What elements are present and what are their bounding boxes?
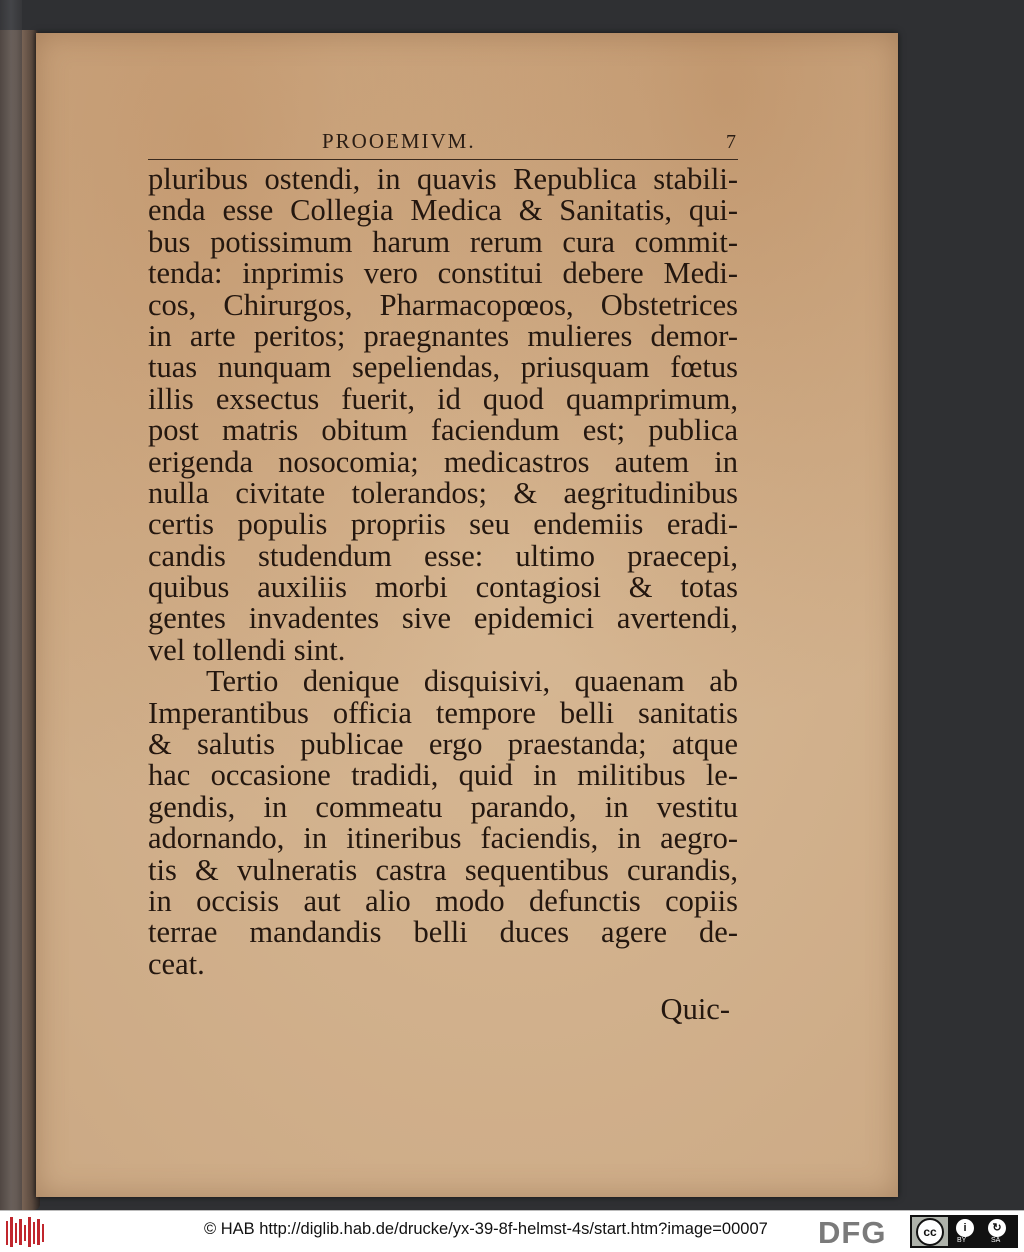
text-line: terrae mandandis belli duces agere de- bbox=[148, 915, 738, 950]
source-link[interactable]: © HAB http://diglib.hab.de/drucke/yx-39-8f-helmst-4s/start.htm?image=00007 bbox=[204, 1220, 768, 1238]
text-line: tenda: inprimis vero constitui debere Medi- bbox=[148, 256, 738, 291]
text-line: Imperantibus officia tempore belli sanitatis bbox=[148, 695, 738, 730]
page-number: 7 bbox=[726, 131, 736, 153]
text-line: & salutis publicae ergo praestanda; atque bbox=[148, 727, 738, 762]
text-line: in arte peritos; praegnantes mulieres demor- bbox=[148, 318, 738, 353]
text-line: vel tollendi sint. bbox=[148, 632, 346, 667]
text-line: illis exsectus fuerit, id quod quamprimum, bbox=[148, 381, 738, 416]
text-line: gendis, in commeatu parando, in vestitu bbox=[148, 789, 738, 824]
running-head bbox=[148, 129, 738, 157]
scanned-page bbox=[36, 33, 898, 1197]
text-line: adornando, in itineribus faciendis, in aegro- bbox=[148, 821, 738, 856]
text-line: post matris obitum faciendum est; publica bbox=[148, 413, 738, 448]
text-line: Tertio denique disquisivi, quaenam ab bbox=[206, 664, 738, 699]
by-label: BY bbox=[957, 1237, 967, 1244]
body-text bbox=[148, 164, 738, 980]
text-line: nulla civitate tolerandos; & aegritudinibus bbox=[148, 475, 738, 510]
head-rule bbox=[148, 159, 738, 160]
text-line: certis populis propriis seu endemiis eradi- bbox=[148, 507, 738, 542]
book-binding bbox=[0, 0, 22, 1210]
text-line: pluribus ostendi, in quavis Republica stabili- bbox=[148, 162, 738, 196]
text-line: erigenda nosocomia; medicastros autem in bbox=[148, 444, 738, 479]
text-line: enda esse Collegia Medica & Sanitatis, qui- bbox=[148, 193, 738, 228]
text-line: cos, Chirurgos, Pharmacopœos, Obstetrices bbox=[148, 287, 738, 322]
sa-label: SA bbox=[991, 1237, 1001, 1244]
catchword: Quic- bbox=[660, 992, 730, 1027]
cc-license-badge[interactable] bbox=[910, 1215, 1018, 1248]
text-line: gentes invadentes sive epidemici avertendi, bbox=[148, 601, 738, 636]
text-line: in occisis aut alio modo defunctis copiis bbox=[148, 883, 738, 918]
page-content bbox=[148, 129, 738, 1027]
license-terms bbox=[948, 1217, 1016, 1246]
footer-bar bbox=[0, 1210, 1024, 1252]
cc-icon: cc bbox=[916, 1218, 944, 1246]
text-line: candis studendum esse: ultimo praecepi, bbox=[148, 538, 738, 573]
text-line: tuas nunquam sepeliendas, priusquam fœtus bbox=[148, 350, 738, 385]
attribution-icon: i bbox=[956, 1219, 974, 1237]
text-line: hac occasione tradidi, quid in militibus le- bbox=[148, 758, 738, 793]
text-line: tis & vulneratis castra sequentibus curandis, bbox=[148, 852, 738, 887]
running-title: PROOEMIVM. bbox=[322, 129, 476, 153]
text-line: quibus auxiliis morbi contagiosi & totas bbox=[148, 570, 738, 605]
share-alike-icon: ↻ bbox=[988, 1219, 1006, 1237]
dfg-logo: DFG bbox=[818, 1215, 887, 1250]
text-line: ceat. bbox=[148, 946, 205, 981]
barcode-icon bbox=[6, 1217, 44, 1247]
text-line: bus potissimum harum rerum cura commit- bbox=[148, 224, 738, 259]
